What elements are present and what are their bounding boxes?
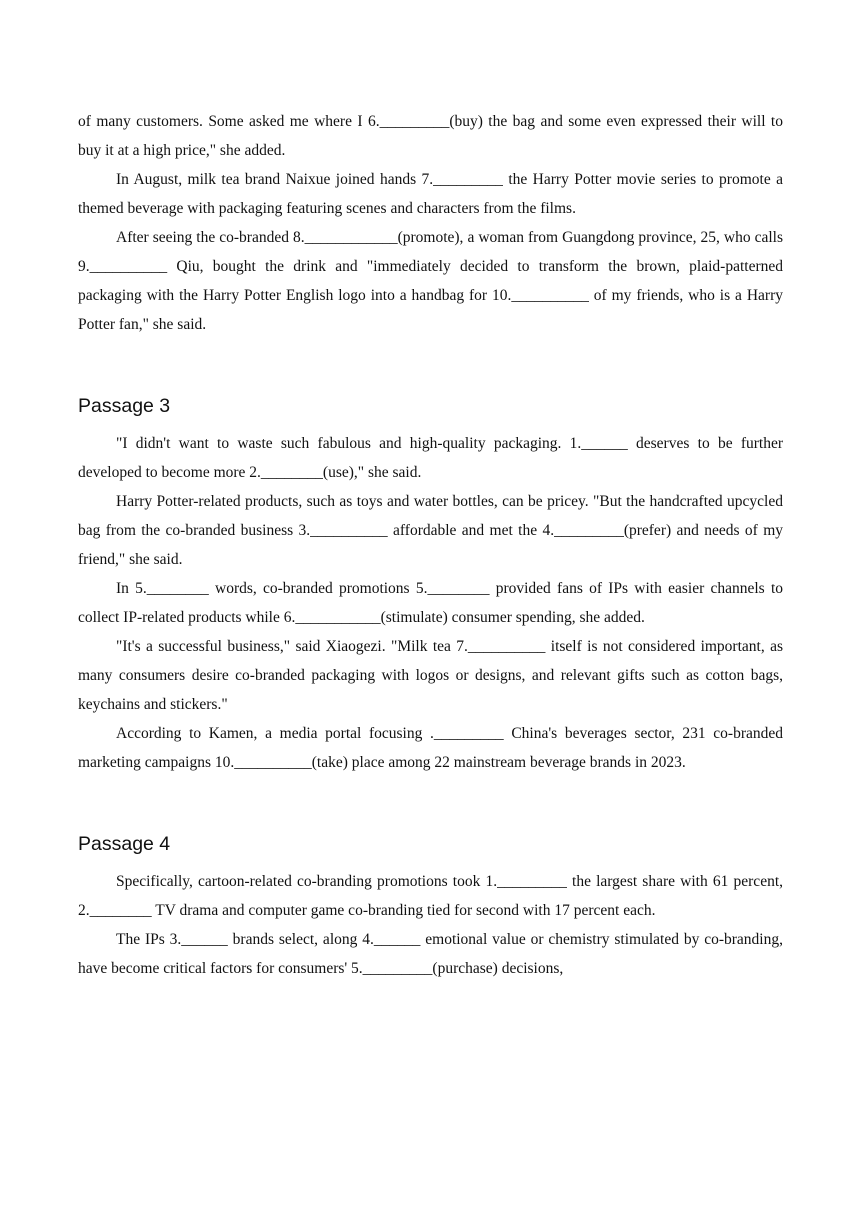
- paragraph: Harry Potter-related products, such as toys and water bottles, can be pricey. "But the handcrafted upcycled bag from the co-branded business 3.__________ affordable and met the 4._________(prefer) and needs of my friend," she said.: [78, 493, 783, 568]
- paragraph: "I didn't want to waste such fabulous and high-quality packaging. 1.______ deserves to be further developed to become more 2.________(use)," she said.: [78, 435, 783, 481]
- paragraph: In August, milk tea brand Naixue joined hands 7._________ the Harry Potter movie series to promote a themed beverage with packaging featuring scenes and characters from the films.: [78, 171, 783, 217]
- paragraph: After seeing the co-branded 8.____________(promote), a woman from Guangdong province, 25, who calls 9.__________ Qiu, bought the drink and "immediately decided to transform the brown, plaid-patterned packaging with the Harry Potter English logo into a handbag for 10.__________ of my friends, who is a Harry Potter fan," she said.: [78, 229, 783, 333]
- paragraph: "It's a successful business," said Xiaogezi. "Milk tea 7.__________ itself is not considered important, as many consumers desire co-branded packaging with logos or designs, and relevant gifts such as cotton bags, keychains and stickers.": [78, 638, 783, 713]
- paragraph: The IPs 3.______ brands select, along 4.______ emotional value or chemistry stimulated by co-branding, have become critical factors for consumers' 5._________(purchase) decisions,: [78, 931, 783, 977]
- paragraph: In 5.________ words, co-branded promotions 5.________ provided fans of IPs with easier channels to collect IP-related products while 6.___________(stimulate) consumer spending, she added.: [78, 580, 783, 626]
- paragraph: According to Kamen, a media portal focusing ._________ China's beverages sector, 231 co-branded marketing campaigns 10.__________(take) place among 22 mainstream beverage brands in 2023.: [78, 725, 783, 771]
- document-page: [78, 107, 783, 983]
- passage-3-heading: Passage 3: [78, 395, 171, 417]
- paragraph: of many customers. Some asked me where I 6._________(buy) the bag and some even expressed their will to buy it at a high price," she added.: [78, 113, 783, 159]
- passage-4-heading: Passage 4: [78, 833, 171, 855]
- paragraph: Specifically, cartoon-related co-branding promotions took 1._________ the largest share with 61 percent, 2.________ TV drama and computer game co-branding tied for second with 17 percent each.: [78, 873, 783, 919]
